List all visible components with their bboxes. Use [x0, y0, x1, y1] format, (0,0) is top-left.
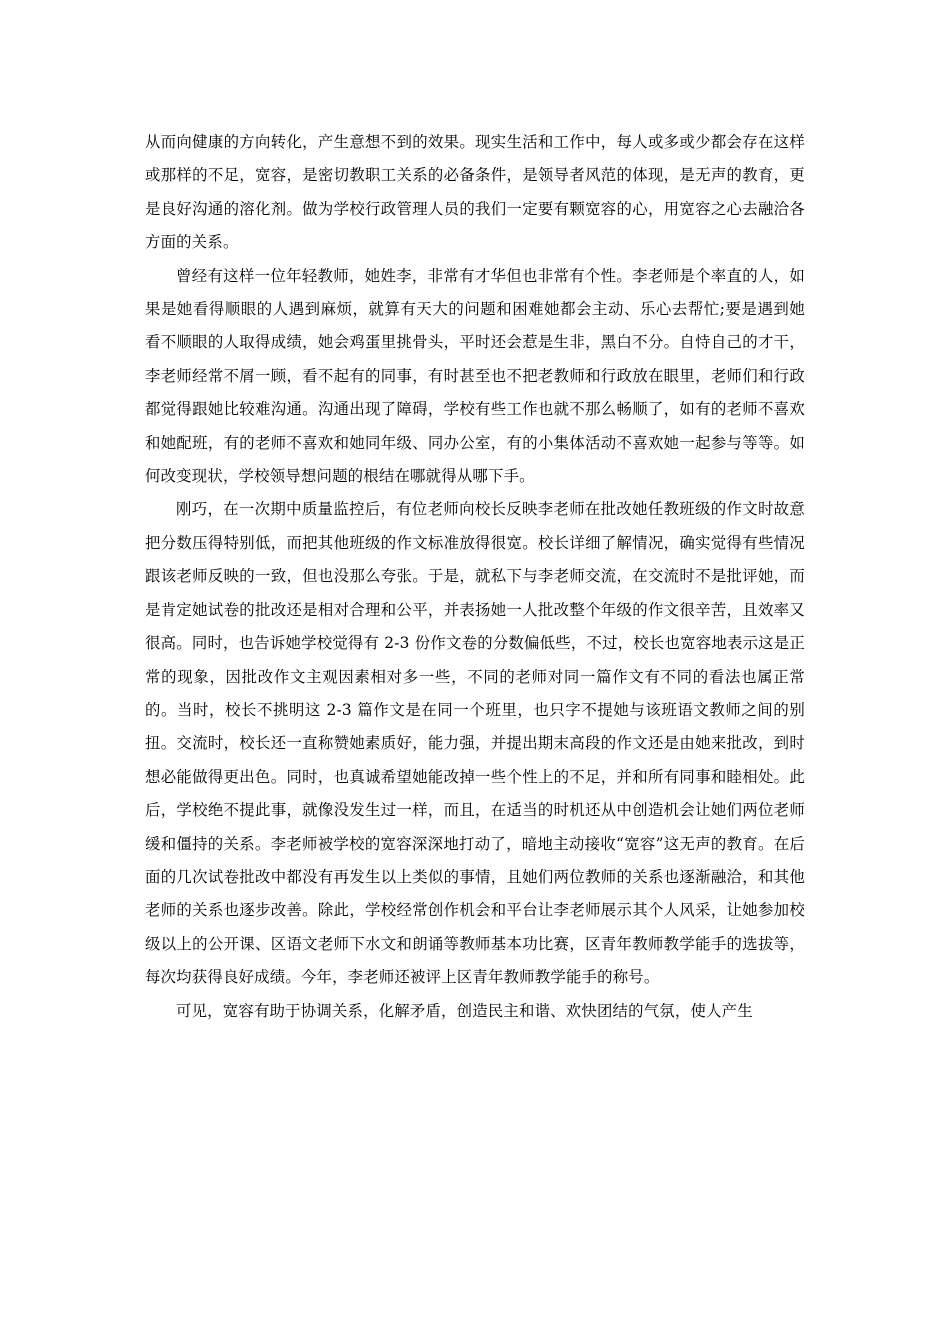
paragraph-teacher-li-intro: 曾经有这样一位年轻教师，她姓李，非常有才华但也非常有个性。李老师是个率直的人，如果是她看得顺眼的人遇到麻烦，就算有天大的问题和困难她都会主动、乐心去帮忙;要是遇到她看不顺眼的人取得成绩，她会鸡蛋里挑骨头，平时还会惹是生非，黑白不分。自恃自己的才干，李老师经常不屑一顾，看不起有的同事，有时甚至也不把老教师和行政放在眼里，老师们和行政都觉得跟她比较难沟通。沟通出现了障碍，学校有些工作也就不那么畅顺了，如有的老师不喜欢和她配班，有的老师不喜欢和她同年级、同办公室，有的小集体活动不喜欢她一起参与等等。如何改变现状，学校领导想问题的根结在哪就得从哪下手。 — [145, 266, 805, 486]
paragraph-continuation: 从而向健康的方向转化，产生意想不到的效果。现实生活和工作中，每人或多或少都会存在这样或那样的不足，宽容，是密切教职工关系的必备条件，是领导者风范的体现，是无声的教育，更是良好沟通的溶化剂。做为学校行政管理人员的我们一定要有颗宽容的心，用宽容之心去融洽各方面的关系。 — [145, 133, 805, 252]
paragraph-conclusion-start: 可见，宽容有助于协调关系，化解矛盾，创造民主和谐、欢快团结的气氛，使人产生 — [176, 1001, 753, 1020]
paragraph-essay-grading-incident: 刚巧，在一次期中质量监控后，有位老师向校长反映李老师在批改她任教班级的作文时故意把分数压得特别低，而把其他班级的作文标准放得很宽。校长详细了解情况，确实觉得有些情况跟该老师反映的一致，但也没那么夸张。于是，就私下与李老师交流，在交流时不是批评她，而是肯定她试卷的批改还是相对合理和公平，并表扬她一人批改整个年级的作文很辛苦，且效率又很高。同时，也告诉她学校觉得有 2-3 份作文卷的分数偏低些，不过，校长也宽容地表示这是正常的现象，因批改作文主观因素相对多一些，不同的老师对同一篇作文有不同的看法也属正常的。当时，校长不挑明这 2-3 篇作文是在同一个班里，也只字不提她与该班语文教师之间的别扭。交流时，校长还一直称赞她素质好，能力强，并提出期末高段的作文还是由她来批改，到时想必能做得更出色。同时，也真诚希望她能改掉一些个性上的不足，并和所有同事和睦相处。此后，学校绝不提此事，就像没发生过一样，而且，在适当的时机还从中创造机会让她们两位老师缓和僵持的关系。李老师被学校的宽容深深地打动了，暗地主动接收“宽容”这无声的教育。在后面的几次试卷批改中都没有再发生以上类似的事情，且她们两位教师的关系也逐渐融洽，和其他老师的关系也逐步改善。除此，学校经常创作机会和平台让李老师展示其个人风采，让她参加校级以上的公开课、区语文老师下水文和朗诵等教师基本功比赛，区青年教师教学能手的选拔等，每次均获得良好成绩。今年，李老师还被评上区青年教师教学能手的称号。 — [145, 500, 805, 987]
document-body — [145, 126, 805, 1028]
